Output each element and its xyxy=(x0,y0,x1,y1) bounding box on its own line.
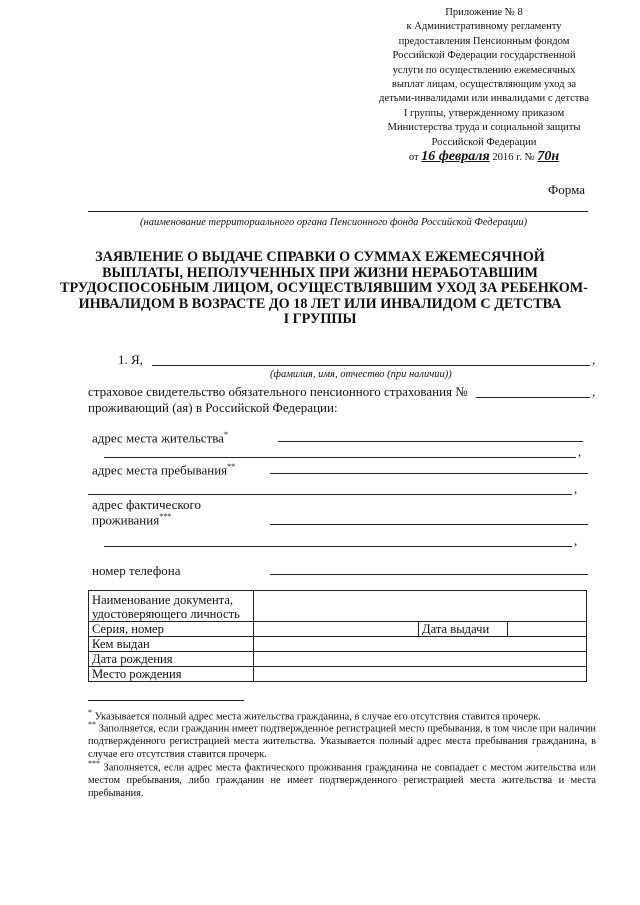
appendix-line: I группы, утвержденному приказом xyxy=(403,107,565,119)
form-label: Форма xyxy=(548,182,585,197)
title-line: I ГРУППЫ xyxy=(283,311,357,328)
residence-label-text: адрес места жительства xyxy=(92,430,224,446)
actual-label-text: проживания xyxy=(92,512,160,528)
order-no-label: № xyxy=(524,152,535,164)
order-line xyxy=(378,150,590,165)
appendix-line: к Административному регламенту xyxy=(406,21,562,33)
footnote-divider xyxy=(88,700,244,701)
document-title xyxy=(60,249,588,328)
issued-by-label: Кем выдан xyxy=(89,637,254,652)
appendix-header xyxy=(378,6,590,165)
series-value[interactable] xyxy=(254,622,419,637)
footnote-text: Заполняется, если гражданин имеет подтвержденное регистрацией место пребывания, в том числе при наличии подтвержденного регистрацией места жительства. Указывается полный адрес места пребывания гражданина, в случае его отсутствия ставится прочерк. xyxy=(88,723,596,761)
actual-address-field-2[interactable] xyxy=(104,546,572,547)
phone-field[interactable] xyxy=(270,574,588,575)
footnote-mark: *** xyxy=(159,512,172,521)
issue-date-label: Дата выдачи xyxy=(419,622,508,637)
order-date-handwritten: 16 февраля xyxy=(421,149,490,165)
table-row xyxy=(89,622,587,637)
applicant-name-field[interactable] xyxy=(152,365,590,366)
table-row xyxy=(89,591,587,622)
order-prefix: от xyxy=(408,152,419,164)
insurance-label: страховое свидетельство обязательного пенсионного страхования № xyxy=(88,384,468,399)
comma: , xyxy=(574,481,578,496)
id-document-table xyxy=(88,590,587,682)
appendix-line: Приложение № 8 xyxy=(445,7,523,18)
phone-label: номер телефона xyxy=(92,563,181,578)
appendix-line: Российской Федерации xyxy=(431,136,537,148)
stay-label xyxy=(92,462,235,478)
appendix-line: Российской Федерации государственной xyxy=(392,50,576,62)
resident-label: проживающий (ая) в Российской Федерации: xyxy=(88,400,338,415)
footnote-text: Указывается полный адрес места жительства гражданина, в случае его отсутствия ставится прочерк. xyxy=(94,711,541,723)
footnote-mark: ** xyxy=(88,720,96,729)
residence-address-field[interactable] xyxy=(278,441,583,442)
authority-caption: (наименование территориального органа Пенсионного фонда Российской Федерации) xyxy=(140,217,528,228)
comma: , xyxy=(592,352,596,367)
table-row xyxy=(89,637,587,652)
stay-address-field[interactable] xyxy=(270,473,588,474)
doc-name-label: Наименование документа, xyxy=(92,593,234,607)
order-year: 2016 г. xyxy=(492,152,522,164)
appendix-line: Министерства труда и социальной защиты xyxy=(387,122,581,134)
residence-label xyxy=(92,430,228,446)
order-number-handwritten: 70н xyxy=(537,149,560,165)
issued-by-value[interactable] xyxy=(254,637,587,652)
actual-label-2 xyxy=(92,512,171,528)
series-label: Серия, номер xyxy=(89,622,254,637)
actual-address-field[interactable] xyxy=(270,524,588,525)
title-line: ВЫПЛАТЫ, НЕПОЛУЧЕННЫХ ПРИ ЖИЗНИ НЕРАБОТАВШИМ xyxy=(102,264,538,281)
insurance-number-field[interactable] xyxy=(476,397,590,398)
table-row xyxy=(89,667,587,682)
actual-label: адрес фактического xyxy=(92,497,202,512)
title-line: ЗАЯВЛЕНИЕ О ВЫДАЧЕ СПРАВКИ О СУММАХ ЕЖЕМЕСЯЧНОЙ xyxy=(95,249,545,265)
applicant-intro: 1. Я, xyxy=(118,352,143,367)
footnote-mark: ** xyxy=(227,462,236,471)
footnote-text: Заполняется, если адрес места фактического проживания гражданина не совпадает с местом жительства или местом пребывания, либо гражданин не имеет подтвержденного регистрацией места жительства и места пребывания. xyxy=(88,762,596,800)
footnote-mark: *** xyxy=(88,759,100,768)
table-row xyxy=(89,652,587,667)
doc-name-cell xyxy=(89,591,254,622)
footnote-mark: * xyxy=(223,430,228,439)
appendix-line: услуги по осуществлению ежемесячных xyxy=(392,64,576,76)
comma: , xyxy=(592,384,596,399)
birth-place-label: Место рождения xyxy=(89,667,254,682)
footnote xyxy=(88,757,596,800)
appendix-line: выплат лицам, осуществляющим уход за xyxy=(391,79,577,91)
doc-name-value[interactable] xyxy=(254,591,587,622)
doc-name-label-2: удостоверяющего личность xyxy=(92,607,240,621)
footnote-mark: * xyxy=(88,708,92,717)
birth-place-value[interactable] xyxy=(254,667,587,682)
title-line: ТРУДОСПОСОБНЫМ ЛИЦОМ, ОСУЩЕСТВЛЯВШИМ УХОД ЗА РЕБЕНКОМ- xyxy=(60,280,588,297)
stay-label-text: адрес места пребывания xyxy=(92,462,228,478)
birth-date-value[interactable] xyxy=(254,652,587,667)
issue-date-value[interactable] xyxy=(508,622,587,637)
appendix-line: детьми-инвалидами или инвалидами с детства xyxy=(379,93,589,105)
footnote xyxy=(88,718,596,761)
comma: , xyxy=(574,533,578,548)
birth-date-label: Дата рождения xyxy=(89,652,254,667)
title-line: ИНВАЛИДОМ В ВОЗРАСТЕ ДО 18 ЛЕТ ИЛИ ИНВАЛИДОМ С ДЕТСТВА xyxy=(78,295,562,312)
comma: , xyxy=(578,444,582,459)
name-caption: (фамилия, имя, отчество (при наличии)) xyxy=(270,369,452,380)
residence-address-field-2[interactable] xyxy=(104,457,576,458)
appendix-line: предоставления Пенсионным фондом xyxy=(398,35,570,47)
authority-name-field[interactable] xyxy=(88,211,588,212)
stay-address-field-2[interactable] xyxy=(88,494,572,495)
